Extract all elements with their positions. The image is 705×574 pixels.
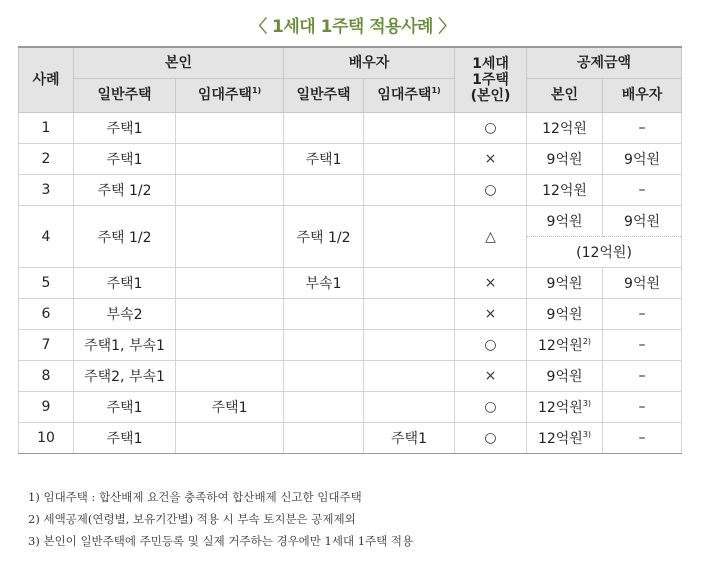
- spouse-rental-house: [364, 299, 455, 330]
- spouse-general-house: 주택1: [284, 144, 364, 175]
- deduction-self: [527, 361, 603, 392]
- page-title: 〈 1세대 1주택 적용사례 〉: [250, 17, 455, 37]
- self-general-house: 주택1: [74, 268, 176, 299]
- header-self-rental: [176, 79, 284, 113]
- deduction-self-amount: 9억원: [546, 307, 583, 323]
- self-rental-house: [176, 113, 284, 144]
- deduction-self-amount: 12억원: [537, 431, 583, 447]
- self-general-house: 주택1: [74, 423, 176, 454]
- spouse-general-house: [284, 175, 364, 206]
- table-row: [19, 299, 682, 330]
- spouse-rental-house: [364, 361, 455, 392]
- deduction-self: [527, 392, 603, 423]
- deduction-self-amount: 12억원: [542, 121, 587, 137]
- one-house-status: ×: [455, 268, 527, 299]
- spouse-rental-house: [364, 268, 455, 299]
- deduction-spouse: –: [603, 392, 682, 423]
- header-spouse-rental-label: 임대주택: [377, 87, 432, 104]
- footnote-ref: 3): [582, 399, 592, 408]
- self-general-house: 주택1: [74, 144, 176, 175]
- deduction-self: [527, 206, 603, 237]
- table-row: [19, 392, 682, 423]
- self-rental-house: [176, 268, 284, 299]
- footnote-ref: 1): [431, 86, 441, 96]
- case-number: 9: [19, 392, 74, 423]
- header-one-house-line3: (본인): [470, 88, 511, 105]
- case-table: [18, 46, 682, 454]
- case-number: 2: [19, 144, 74, 175]
- deduction-spouse: –: [603, 113, 682, 144]
- spouse-rental-house: [364, 175, 455, 206]
- header-spouse: 배우자: [284, 47, 455, 79]
- header-spouse-general: 일반주택: [284, 79, 364, 113]
- header-one-house-line2: 1주택: [472, 71, 509, 88]
- self-general-house: 부속2: [74, 299, 176, 330]
- spouse-general-house: [284, 392, 364, 423]
- deduction-self: [527, 299, 603, 330]
- deduction-self: [527, 175, 603, 206]
- one-house-status: ○: [455, 423, 527, 454]
- spouse-rental-house: [364, 113, 455, 144]
- spouse-general-house: [284, 299, 364, 330]
- table-row: [19, 144, 682, 175]
- spouse-rental-house: [364, 144, 455, 175]
- spouse-rental-house: [364, 392, 455, 423]
- case-number: 5: [19, 268, 74, 299]
- table-row: [19, 113, 682, 144]
- spouse-general-house: 부속1: [284, 268, 364, 299]
- deduction-self: [527, 423, 603, 454]
- one-house-status: ○: [455, 113, 527, 144]
- one-house-status: ○: [455, 330, 527, 361]
- header-spouse-rental: [364, 79, 455, 113]
- spouse-general-house: [284, 113, 364, 144]
- self-rental-house: [176, 361, 284, 392]
- header-one-house: [455, 47, 527, 113]
- deduction-self: [527, 330, 603, 361]
- self-general-house: 주택 1/2: [74, 206, 176, 268]
- self-general-house: 주택1: [74, 392, 176, 423]
- deduction-self-amount: 12억원: [537, 338, 583, 354]
- spouse-general-house: 주택 1/2: [284, 206, 364, 268]
- one-house-status: ×: [455, 299, 527, 330]
- self-rental-house: [176, 299, 284, 330]
- header-deduction-self: 본인: [527, 79, 603, 113]
- self-general-house: 주택1, 부속1: [74, 330, 176, 361]
- deduction-combined: (12억원): [527, 237, 682, 268]
- footnote-ref: 1): [251, 86, 262, 96]
- deduction-self-amount: 9억원: [546, 276, 583, 292]
- spouse-rental-house: [364, 330, 455, 361]
- header-deduction-spouse: 배우자: [603, 79, 682, 113]
- deduction-spouse: –: [603, 175, 682, 206]
- table-row: [19, 175, 682, 206]
- deduction-self-amount: 9억원: [546, 152, 583, 168]
- deduction-self-amount: 12억원: [542, 183, 587, 199]
- table-row: [19, 423, 682, 454]
- case-number: 3: [19, 175, 74, 206]
- deduction-spouse: –: [603, 361, 682, 392]
- self-rental-house: [176, 330, 284, 361]
- table-row: [19, 268, 682, 299]
- header-self: 본인: [74, 47, 284, 79]
- spouse-rental-house: [364, 206, 455, 268]
- case-number: 7: [19, 330, 74, 361]
- one-house-status: ×: [455, 361, 527, 392]
- footnote-ref: 3): [582, 430, 592, 439]
- self-rental-house: [176, 144, 284, 175]
- self-general-house: 주택1: [74, 113, 176, 144]
- header-case: 사례: [19, 47, 74, 113]
- deduction-spouse: –: [603, 330, 682, 361]
- deduction-self: [527, 268, 603, 299]
- table-row: [19, 206, 682, 237]
- footnote-2: 2) 세액공제(연령별, 보유기간별) 적용 시 부속 토지분은 공제제외: [28, 512, 356, 526]
- case-number: 10: [19, 423, 74, 454]
- one-house-status: ○: [455, 175, 527, 206]
- one-house-status: ×: [455, 144, 527, 175]
- footnotes: [28, 486, 413, 552]
- header-self-rental-label: 임대주택: [197, 87, 252, 104]
- footnote-1: 1) 임대주택 : 합산배제 요건을 충족하여 합산배제 신고한 임대주택: [28, 490, 362, 504]
- case-number: 1: [19, 113, 74, 144]
- deduction-self: [527, 144, 603, 175]
- header-self-general: 일반주택: [74, 79, 176, 113]
- self-rental-house: [176, 423, 284, 454]
- self-rental-house: [176, 175, 284, 206]
- spouse-general-house: [284, 330, 364, 361]
- deduction-self-amount: 12억원: [537, 400, 583, 416]
- self-rental-house: [176, 206, 284, 268]
- deduction-spouse: 9억원: [603, 144, 682, 175]
- self-rental-house: 주택1: [176, 392, 284, 423]
- deduction-spouse: –: [603, 423, 682, 454]
- one-house-status: ○: [455, 392, 527, 423]
- case-number: 8: [19, 361, 74, 392]
- header-deduction: 공제금액: [527, 47, 682, 79]
- case-number: 6: [19, 299, 74, 330]
- self-general-house: 주택 1/2: [74, 175, 176, 206]
- deduction-spouse: –: [603, 299, 682, 330]
- deduction-self: [527, 113, 603, 144]
- spouse-general-house: [284, 361, 364, 392]
- deduction-self-amount: 9억원: [546, 214, 583, 230]
- self-general-house: 주택2, 부속1: [74, 361, 176, 392]
- table-row: [19, 330, 682, 361]
- spouse-rental-house: 주택1: [364, 423, 455, 454]
- deduction-spouse: 9억원: [603, 268, 682, 299]
- deduction-spouse: 9억원: [603, 206, 682, 237]
- deduction-self-amount: 9억원: [546, 369, 583, 385]
- case-number: 4: [19, 206, 74, 268]
- footnote-ref: 2): [582, 337, 592, 346]
- footnote-3: 3) 본인이 일반주택에 주민등록 및 실제 거주하는 경우에만 1세대 1주택 적용: [28, 534, 414, 548]
- one-house-status: △: [455, 206, 527, 268]
- spouse-general-house: [284, 423, 364, 454]
- table-row: [19, 361, 682, 392]
- header-one-house-line1: 1세대: [472, 55, 509, 72]
